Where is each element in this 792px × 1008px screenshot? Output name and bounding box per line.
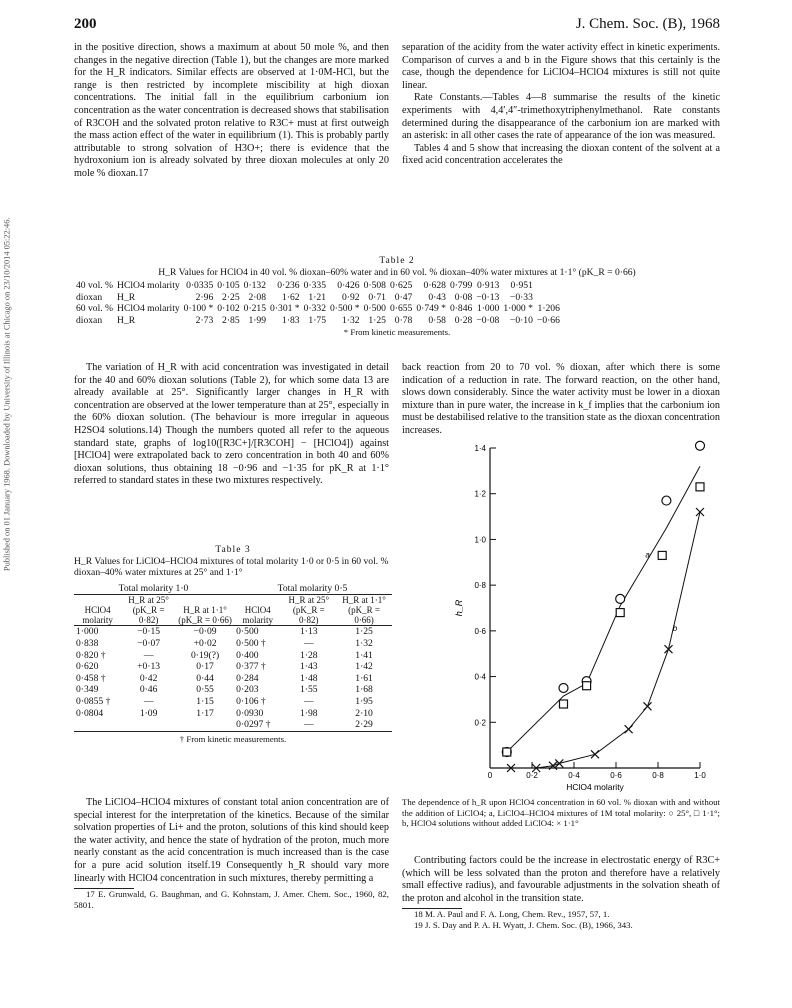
x-tick-label: 0·6 xyxy=(610,771,622,780)
data-point-square xyxy=(616,609,624,617)
table-cell: 0·820 † xyxy=(76,649,106,661)
table-cell: dioxan xyxy=(76,314,103,326)
table-2-label: Table 2 xyxy=(379,255,415,266)
table-header-cell: H_R at 1·1° (pK_R = 0·66) xyxy=(342,595,386,626)
table-cell: 0·71 xyxy=(368,291,386,303)
table-cell: 0·17 xyxy=(196,661,214,673)
y-tick-label: 0·6 xyxy=(474,626,486,636)
table-cell: 1·09 xyxy=(139,707,158,719)
table-cell: 0·799 xyxy=(449,280,473,292)
table-cell: 0·500 xyxy=(363,303,386,315)
table-cell: −0·09 xyxy=(193,626,217,638)
table-cell: 0·102 xyxy=(217,303,240,315)
data-point-square xyxy=(658,551,666,559)
journal-title: J. Chem. Soc. (B), 1968 xyxy=(575,16,720,32)
table-cell: 0·215 xyxy=(243,303,267,315)
table-cell: 1·62 xyxy=(282,291,300,303)
data-point-circle xyxy=(662,496,671,505)
table-cell: 0·44 xyxy=(196,672,214,684)
y-tick-label: 1·4 xyxy=(474,444,486,453)
data-point-square xyxy=(583,682,591,690)
table-row xyxy=(74,696,392,708)
table-cell: 60 vol. % xyxy=(76,303,114,315)
table-cell: 0·47 xyxy=(394,291,413,303)
table-cell: 0·838 xyxy=(76,637,99,649)
paragraph: The variation of H_R with acid concentration was investigated in detail for the 40 and 60% dioxan solutions (Table 2), for which some data 13 are already available at 25°. Significantly larger changes in H_R with concentration are observed at the lower temperature than at 25°, especially in the 60% dioxan solution. (The behaviour is more irregular in aqueous H2SO4 solutions.14) Though the numbers quoted all refer to the aqueous standard state, graphs of log10([R3C+]/[R3COH] − [HClO4]) against [HClO4] were extrapolated back to zero concentration in both 40 and 60% dioxan solutions, thus obtaining 18 −0·96 and −1·35 for pK_R at 1·1° referred to standard states in these two mixtures respectively. xyxy=(74,362,389,487)
x-tick-label: 0·4 xyxy=(568,771,580,780)
y-tick-label: 1·2 xyxy=(474,489,486,499)
table-cell: 0·08 xyxy=(454,291,473,303)
table-cell: 0·426 xyxy=(337,280,360,292)
table-cell: 0·332 xyxy=(303,303,326,315)
table-cell: 2·85 xyxy=(222,314,240,326)
table-cell: 1·25 xyxy=(355,626,373,638)
table-cell: −0·07 xyxy=(137,637,161,649)
table-cell: HClO4 molarity xyxy=(117,280,180,292)
table-cell: 0·846 xyxy=(449,303,473,315)
paragraph: Contributing factors could be the increase in electrostatic energy of R3C+ (which will be less solvated than the proton and therefore have a relatively small effective radius), and favourable adjustments in the solvation sheath of the proton and alcohol in the transition state. xyxy=(402,855,720,904)
data-point-cross xyxy=(591,750,599,758)
y-tick-label: 0·4 xyxy=(474,672,486,682)
footnote: 17 E. Grunwald, G. Baughman, and G. Kohnstam, J. Amer. Chem. Soc., 1960, 82, 5801. xyxy=(74,889,389,910)
table-cell: 0·400 xyxy=(236,649,259,661)
x-tick-label: 1·0 xyxy=(694,771,706,780)
table-cell: 2·08 xyxy=(248,291,267,303)
table-cell: 1·32 xyxy=(355,637,373,649)
table-cell: — xyxy=(143,649,154,661)
table-cell: −0·10 xyxy=(509,314,533,326)
right-top-column xyxy=(402,42,720,168)
table-cell xyxy=(176,719,234,731)
table-row xyxy=(74,684,392,696)
table-cell: 0·301 * xyxy=(270,303,300,315)
y-tick-label: 0·2 xyxy=(474,718,486,728)
y-axis-label: h_R xyxy=(454,599,464,617)
table-row xyxy=(74,638,392,650)
table-cell: 0·377 † xyxy=(236,661,266,673)
table-row xyxy=(74,650,392,662)
table-cell: 1·98 xyxy=(299,707,318,719)
curve-label-b: b xyxy=(672,623,678,633)
table-cell: 1·000 xyxy=(76,626,99,638)
table-cell: 0·43 xyxy=(428,291,446,303)
table-cell: +0·02 xyxy=(193,637,217,649)
table-cell: 0·655 xyxy=(389,303,413,315)
table-cell: 1·83 xyxy=(282,314,300,326)
y-tick-label: 0·8 xyxy=(474,581,486,591)
table-cell: 40 vol. % xyxy=(76,280,114,292)
table-cell xyxy=(535,292,562,304)
table-cell: 0·458 † xyxy=(76,672,106,684)
table-cell xyxy=(74,719,121,731)
table-cell: 2·73 xyxy=(195,314,214,326)
table-2-footnote: * From kinetic measurements. xyxy=(343,326,451,337)
table-cell: 0·0335 xyxy=(186,280,214,292)
footnote: 18 M. A. Paul and F. A. Long, Chem. Rev., 1957, 57, 1. xyxy=(414,909,610,920)
table-cell: −0·15 xyxy=(137,626,161,638)
table-cell: 1·13 xyxy=(299,626,318,638)
table-cell: H_R xyxy=(117,291,136,303)
table-header-row xyxy=(74,595,392,626)
table-cell: 0·500 † xyxy=(236,637,266,649)
table-3-grid xyxy=(74,595,392,731)
table-cell: 0·203 xyxy=(236,684,259,696)
table-2 xyxy=(74,255,720,337)
table-cell: 0·106 † xyxy=(236,695,266,707)
table-cell: 0·28 xyxy=(454,314,473,326)
table-cell: — xyxy=(303,719,314,731)
data-point-cross xyxy=(625,725,633,733)
data-point-square xyxy=(560,700,568,708)
table-cell: 1·206 xyxy=(537,303,560,315)
paragraph: The LiClO4–HClO4 mixtures of constant total anion concentration are of special interest for the interpretation of the kinetics. Because of the similar solvation properties of Li+ and the proton, solutions of this kind should keep the water activity, and hence the state of hydration of the proton, much more nearly constant as the acid concentration is much increased than is the case for a pure acid solution itself.19 Consequently h_R should vary more linearly with HClO4 concentration in such mixtures, thereby permitting a xyxy=(74,797,389,884)
table-cell: 0·0804 xyxy=(76,707,104,719)
right-mid-column xyxy=(402,362,720,438)
paragraph: in the positive direction, shows a maximum at about 50 mole %, and then changes in the negative direction (Table 1), but the changes are more marked for the H_R indicators. Similar effects are observed at 1·0M-HCl, but the range is then restricted by incomplete miscibility at high dioxan concentrations. The initial fall in the equilibrium carbonium ion concentration as the water concentration is decreased shows that stabilisation of R3COH and the solvated proton relative to R3C+ must at first outweigh the mass action effect of the water in equilibrium (1). This is probably partly attributable to strong solvation of H3O+; there is evidence that the hydroxonium ion is already solvated by three dioxan molecules at only 20 mole % dioxan.17 xyxy=(74,42,389,179)
table-cell: 0·19(?) xyxy=(190,649,220,661)
table-cell: 2·29 xyxy=(355,719,373,731)
data-point-square xyxy=(696,483,704,491)
table-cell: 0·42 xyxy=(139,672,158,684)
left-bottom-column xyxy=(74,797,389,910)
table-cell: 2·10 xyxy=(355,707,373,719)
table-cell: 1·41 xyxy=(355,649,373,661)
x-axis-label: HClO4 molarity xyxy=(566,782,624,792)
table-cell xyxy=(535,280,562,292)
table-row xyxy=(74,280,562,292)
table-cell: 0·58 xyxy=(428,314,446,326)
table-cell: 0·55 xyxy=(196,684,214,696)
table-header-cell: H_R at 1·1° (pK_R = 0·66) xyxy=(178,605,232,626)
table-cell: 0·78 xyxy=(394,314,413,326)
paragraph: Rate Constants.—Tables 4—8 summarise the results of the kinetic experiments with 4,4′,4″-trimethoxytriphenylmethanol. Rate constants determined during the disappearance of the carbonium ion are marked with an asterisk: in all other cases the rate of appearance of the ion was measured. xyxy=(402,92,720,142)
table-cell: 1·28 xyxy=(299,649,318,661)
table-3-footnote: † From kinetic measurements. xyxy=(179,733,287,744)
paragraph: back reaction from 20 to 70 vol. % dioxan, after which there is some indication of a reduction in rate. The forward reaction, on the other hand, slows down considerably. Since the water activity must be lower in a dioxan mixture than in pure water, the increase in k_f implies that the carbonium ion must be destabilised relative to the transition state as the dioxan concentration increases. xyxy=(402,362,720,436)
table-cell: 1·99 xyxy=(248,314,267,326)
table-cell: dioxan xyxy=(76,291,103,303)
table-cell: 0·100 * xyxy=(183,303,214,315)
table-cell: 2·25 xyxy=(222,291,240,303)
data-point-cross xyxy=(696,508,704,516)
table-cell: 0·236 xyxy=(277,280,300,292)
table-row xyxy=(74,708,392,720)
table-cell: 1·61 xyxy=(355,672,373,684)
table-cell: +0·13 xyxy=(137,661,161,673)
table-cell: 0·284 xyxy=(236,672,259,684)
data-point-square xyxy=(503,748,511,756)
table-cell: 0·105 xyxy=(217,280,240,292)
table-cell: 2·96 xyxy=(195,291,214,303)
table-cell: 0·92 xyxy=(341,291,360,303)
table-cell: 0·335 xyxy=(303,280,326,292)
table-cell: 1·42 xyxy=(355,661,373,673)
left-top-column xyxy=(74,42,389,181)
data-point-circle xyxy=(559,684,568,693)
table-3-label: Table 3 xyxy=(215,544,251,555)
table-header-cell: H_R at 25° (pK_R = 0·82) xyxy=(288,595,330,626)
table-cell: 1·21 xyxy=(308,291,326,303)
table-3-group-right: Total molarity 0·5 xyxy=(277,582,348,594)
table-cell: 0·749 * xyxy=(416,303,446,315)
table-3 xyxy=(74,544,392,744)
table-row xyxy=(74,303,562,315)
table-cell: 0·913 xyxy=(476,280,500,292)
table-cell: 1·43 xyxy=(299,661,318,673)
table-cell: 0·500 xyxy=(236,626,259,638)
table-cell: 0·620 xyxy=(76,661,99,673)
page-number: 200 xyxy=(74,16,97,32)
table-2-title: H_R Values for HClO4 in 40 vol. % dioxan–60% water and in 60 vol. % dioxan–40% water mixtures at 1·1° (pK_R = 0·66) xyxy=(158,266,636,278)
table-cell: — xyxy=(303,637,314,649)
table-cell: 1·95 xyxy=(355,695,373,707)
y-tick-label: 1·0 xyxy=(474,535,486,545)
table-cell: 0·500 * xyxy=(330,303,360,315)
table-row xyxy=(74,315,562,327)
table-row xyxy=(74,292,562,304)
x-tick-label: 0·8 xyxy=(652,771,664,780)
table-row xyxy=(74,661,392,673)
table-row xyxy=(74,673,392,685)
figure-caption: The dependence of h_R upon HClO4 concentration in 60 vol. % dioxan with and without the addition of LiClO4; a, LiClO4–HClO4 mixtures of 1M total molarity: ○ 25°, □ 1·1°; b, HClO4 solutions without added LiClO4: × 1·1° xyxy=(402,797,720,829)
table-cell: 1·25 xyxy=(368,314,386,326)
table-cell: 0·628 xyxy=(423,280,446,292)
table-cell: 0·0930 xyxy=(236,707,264,719)
table-cell: −0·13 xyxy=(476,291,500,303)
data-point-circle xyxy=(616,594,625,603)
table-cell: 1·68 xyxy=(355,684,373,696)
table-cell: −0·33 xyxy=(509,291,533,303)
figure-hr-plot xyxy=(430,428,720,793)
table-cell: 1·15 xyxy=(196,695,214,707)
table-2-grid xyxy=(74,280,562,326)
table-cell: 0·349 xyxy=(76,684,99,696)
footnote: 19 J. S. Day and P. A. H. Wyatt, J. Chem. Soc. (B), 1966, 343. xyxy=(414,919,633,930)
table-cell: 1·000 * xyxy=(503,303,533,315)
curve-label-a: a xyxy=(645,550,650,560)
table-cell: 0·625 xyxy=(389,280,413,292)
data-point-cross xyxy=(665,645,673,653)
table-header-cell: H_R at 25° (pK_R = 0·82) xyxy=(128,595,169,626)
table-cell: H_R xyxy=(117,314,136,326)
table-cell xyxy=(121,719,176,731)
table-cell: 1·48 xyxy=(299,672,318,684)
table-cell: — xyxy=(143,695,154,707)
table-cell: 1·32 xyxy=(341,314,360,326)
publication-side-note: Published on 01 January 1968. Downloaded by University of Illinois at Chicago on 23/10/2014 05:22:46. xyxy=(2,217,12,572)
x-tick-label: 0 xyxy=(487,771,493,780)
table-cell: 1·75 xyxy=(308,314,326,326)
paragraph: separation of the acidity from the water activity effect in kinetic experiments. Comparison of curves a and b in the Figure shows that this certainly is the case, though the dependence for LiClO4–HClO4 mixtures is still not quite linear. xyxy=(402,42,720,91)
table-row xyxy=(74,719,392,731)
table-cell: 0·951 xyxy=(510,280,533,292)
data-point-cross xyxy=(644,702,652,710)
right-bottom-column xyxy=(402,855,720,931)
table-row xyxy=(74,626,392,638)
table-cell: HClO4 molarity xyxy=(117,303,180,315)
curve-a xyxy=(507,466,700,752)
table-header-cell: HClO4 molarity xyxy=(242,605,274,626)
table-cell: 1·55 xyxy=(299,684,318,696)
data-point-circle xyxy=(696,441,705,450)
table-cell: 0·0855 † xyxy=(76,695,111,707)
table-cell: 0·0297 † xyxy=(236,719,271,731)
table-cell: 1·17 xyxy=(196,707,214,719)
table-cell: 0·132 xyxy=(243,280,267,292)
table-cell: 1·000 xyxy=(476,303,500,315)
table-cell: 0·46 xyxy=(139,684,158,696)
table-3-title: H_R Values for LiClO4–HClO4 mixtures of total molarity 1·0 or 0·5 in 60 vol. % dioxan–40% water mixtures at 25° and 1·1° xyxy=(74,555,389,579)
paragraph: Tables 4 and 5 show that increasing the dioxan content of the solvent at a fixed acid concentration accelerates the xyxy=(402,142,720,167)
table-cell: −0·66 xyxy=(536,314,560,326)
table-cell: — xyxy=(303,695,314,707)
table-3-group-left: Total molarity 1·0 xyxy=(118,582,189,594)
x-tick-label: 0·2 xyxy=(526,771,538,780)
table-header-cell: HClO4 molarity xyxy=(82,605,113,626)
left-mid-column xyxy=(74,362,389,488)
table-cell: −0·08 xyxy=(476,314,500,326)
data-point-cross xyxy=(555,759,563,767)
table-cell: 0·508 xyxy=(363,280,386,292)
